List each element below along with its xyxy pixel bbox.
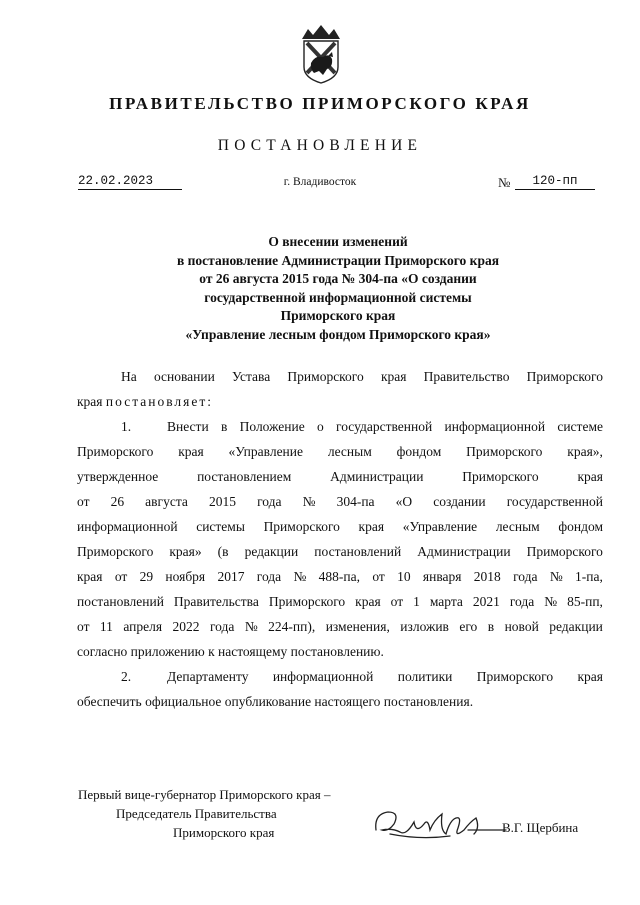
item1-line — [77, 589, 603, 614]
word: 1 — [413, 594, 420, 609]
signatory-position — [78, 785, 330, 842]
word: Приморского — [526, 369, 603, 384]
word: № — [244, 619, 258, 634]
word: в — [220, 419, 228, 434]
word: края — [577, 469, 603, 484]
item1-line — [77, 564, 603, 589]
word: августа — [145, 494, 188, 509]
word: января — [422, 569, 462, 584]
word: изложив — [400, 619, 449, 634]
word: Администрации — [417, 544, 511, 559]
word: № — [544, 594, 558, 609]
word: 11 — [99, 619, 113, 634]
word: года — [513, 569, 538, 584]
word: края — [77, 569, 103, 584]
word: Приморского — [263, 519, 340, 534]
word: Приморского — [268, 594, 346, 609]
word: от — [77, 619, 90, 634]
word: 29 — [139, 569, 154, 584]
word: Положение — [239, 419, 305, 434]
word: создании — [433, 494, 486, 509]
word: новой — [504, 619, 539, 634]
word: от — [372, 569, 385, 584]
word: 1-па, — [575, 569, 603, 584]
word: постановлений — [77, 594, 164, 609]
word: основании — [153, 369, 215, 384]
word: Приморского — [77, 444, 154, 459]
word: края», — [567, 444, 603, 459]
word: изменения, — [325, 619, 390, 634]
word: года — [209, 619, 235, 634]
word: 2015 — [208, 494, 236, 509]
preamble-line — [77, 364, 603, 389]
item1-first-line — [77, 414, 603, 439]
primorsky-coat-of-arms-icon — [299, 23, 343, 85]
word: системе — [557, 419, 603, 434]
preamble-prefix: края — [77, 394, 106, 409]
word: Правительства — [173, 594, 259, 609]
word: года — [256, 569, 282, 584]
item2-first-line — [77, 664, 603, 689]
word: марта — [429, 594, 463, 609]
document-subject — [0, 233, 640, 345]
word: от — [77, 494, 90, 509]
item2-number: 2. — [121, 669, 132, 684]
word: Приморского — [466, 444, 543, 459]
word: № — [549, 569, 563, 584]
word: информационной — [272, 669, 374, 684]
word: ноября — [165, 569, 206, 584]
word: Правительство — [423, 369, 510, 384]
item1-number: 1. — [121, 419, 132, 434]
item1-line — [77, 489, 603, 514]
word: «О — [395, 494, 413, 509]
word: 10 — [397, 569, 411, 584]
word: Приморского — [526, 544, 603, 559]
word: 26 — [110, 494, 125, 509]
word: На — [121, 369, 137, 384]
document-type: ПОСТАНОВЛЕНИЕ — [217, 137, 423, 154]
word: от — [114, 569, 128, 584]
word: 224-пп), — [268, 619, 316, 634]
word: «Управление — [402, 519, 478, 534]
subject-line: в постановление Администрации Приморского края — [176, 252, 500, 268]
word: системы — [196, 519, 245, 534]
document-body — [77, 364, 603, 714]
word: (в — [217, 544, 229, 559]
document-number: 120-пп — [515, 174, 595, 190]
word: Устава — [232, 369, 271, 384]
word: фондом — [558, 519, 603, 534]
word: политики — [397, 669, 453, 684]
word: № — [293, 569, 307, 584]
preamble-line — [77, 389, 603, 414]
signer-name: В.Г. Щербина — [502, 820, 579, 835]
word: лесным — [327, 444, 372, 459]
word: государственной — [506, 494, 603, 509]
word: 488-па, — [318, 569, 361, 584]
position-line: Приморского края — [173, 825, 275, 840]
word: 2021 — [472, 594, 500, 609]
subject-line: О внесении изменений — [268, 234, 408, 249]
word: края — [358, 519, 385, 534]
preamble-keyword: постановляет: — [105, 394, 214, 409]
position-line: Первый вице-губернатор Приморского края – — [78, 787, 331, 802]
document-date: 22.02.2023 — [78, 174, 182, 190]
word: Внести — [167, 419, 209, 434]
word: Приморского — [462, 469, 539, 484]
word: 2018 — [473, 569, 501, 584]
word: информационной — [77, 519, 178, 534]
item1-line — [77, 464, 603, 489]
subject-line: «Управление лесным фондом Приморского края» — [185, 326, 491, 342]
word: края — [380, 369, 407, 384]
word: редакции — [549, 619, 603, 634]
item1-last-line: согласно приложению к настоящему постановлению. — [77, 644, 384, 659]
word: государственной — [336, 419, 433, 434]
item1-line — [77, 539, 603, 564]
word: 2022 — [172, 619, 200, 634]
word: о — [316, 419, 324, 434]
word: 2017 — [217, 569, 245, 584]
word: лесным — [495, 519, 540, 534]
subject-line: государственной информационной системы — [204, 289, 472, 305]
word: 304-па — [336, 494, 375, 509]
word: края — [355, 594, 381, 609]
document-city: г. Владивосток — [283, 176, 357, 188]
word: 85-пп, — [567, 594, 603, 609]
word: Департаменту — [167, 669, 249, 684]
word: утвержденное — [77, 469, 159, 484]
word: Администрации — [330, 469, 424, 484]
word: апреля — [123, 619, 163, 634]
word: Приморского — [77, 544, 154, 559]
position-line: Председатель Правительства — [116, 806, 277, 821]
handwritten-signature-icon — [370, 800, 510, 845]
subject-line: от 26 августа 2015 года № 304-па «О создании — [199, 271, 477, 287]
word: края — [178, 444, 204, 459]
item1-line — [77, 439, 603, 464]
item1-first-text — [167, 414, 603, 439]
number-label: № — [498, 175, 511, 190]
word: постановлением — [197, 469, 292, 484]
word: Приморского — [287, 369, 364, 384]
word: редакции — [244, 544, 299, 559]
word: фондом — [396, 444, 442, 459]
item2-first-text — [167, 664, 603, 689]
word: года — [257, 494, 282, 509]
word: его — [459, 619, 478, 634]
word: края» — [169, 544, 202, 559]
word: № — [302, 494, 316, 509]
item1-line — [77, 614, 603, 639]
subject-line: Приморского края — [280, 308, 396, 324]
word: «Управление — [228, 444, 304, 459]
word: года — [509, 594, 535, 609]
word: постановлений — [314, 544, 402, 559]
word: в — [487, 619, 495, 634]
item1-line — [77, 514, 603, 539]
word: Приморского — [476, 669, 554, 684]
item2-last-line: обеспечить официальное опубликование настоящего постановления. — [77, 694, 474, 709]
word: от — [390, 594, 404, 609]
government-title: ПРАВИТЕЛЬСТВО ПРИМОРСКОГО КРАЯ — [109, 94, 531, 113]
word: информационной — [444, 419, 546, 434]
word: края — [577, 669, 603, 684]
